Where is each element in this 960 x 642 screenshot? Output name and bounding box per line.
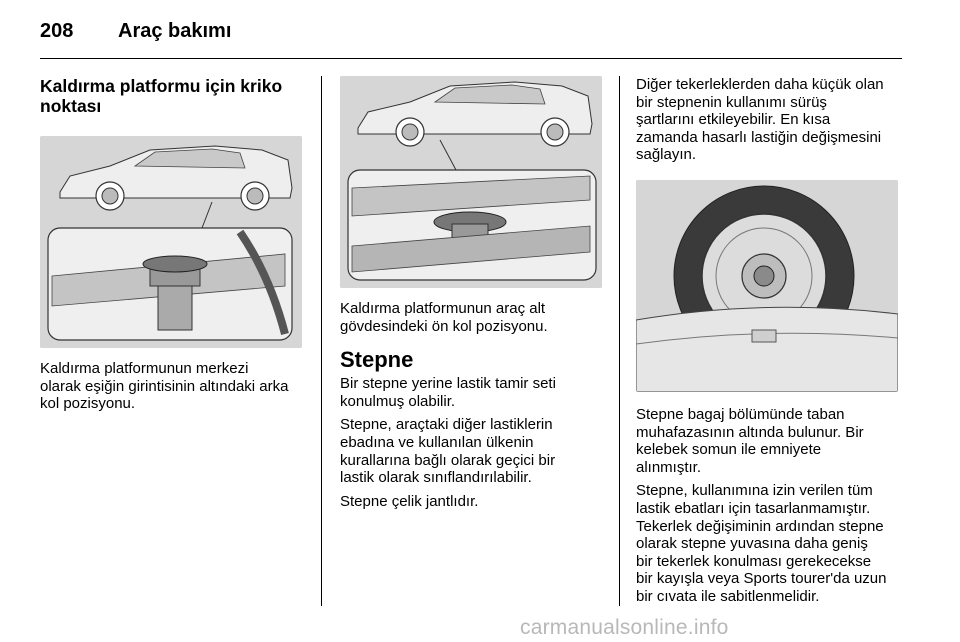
page-title: Araç bakımı [118, 20, 232, 42]
watermark: carmanualsonline.info [520, 616, 729, 639]
column-divider-1 [321, 76, 322, 606]
rear-lift-point-illustration [40, 136, 302, 348]
header-rule [40, 58, 902, 59]
caption-front-lift-point: Kaldırma platformunun araç alt gövdesindeki ön kol pozisyonu. [340, 300, 548, 335]
paragraph-steel-rim: Stepne çelik jantlıdır. [340, 492, 479, 510]
caption-rear-lift-point: Kaldırma platformunun merkezi olarak eşiğin girintisinin altındaki arka kol pozisyonu. [40, 360, 289, 413]
column-divider-2 [619, 76, 620, 606]
paragraph-temporary-tyre: Stepne, araçtaki diğer lastiklerin ebadına ve kullanılan ülkenin kurallarına bağlı olarak geçici bir lastik olarak sınıflandırılabilir. [340, 416, 556, 487]
section-heading-spare-wheel: Stepne [340, 347, 414, 373]
spare-wheel-illustration [636, 180, 898, 392]
front-lift-point-illustration [340, 76, 602, 288]
page-header [40, 8, 902, 56]
column-3 [636, 76, 902, 606]
paragraph-spare-location: Stepne bagaj bölümünde taban muhafazasının altında bulunur. Bir kelebek somun ile emniyete alınmıştır. [636, 405, 864, 476]
section-heading-jack-point: Kaldırma platformu için kriko noktası [40, 76, 283, 116]
column-2 [340, 76, 602, 510]
column-1 [40, 76, 306, 413]
paragraph-spare-sizes: Stepne, kullanımına izin verilen tüm lastik ebatları için tasarlanmamıştır. Tekerlek değişiminin ardından stepne olarak stepne yuvasına daha geniş bir tekerlek konulması gerekecekse bir kayışla veya Sports tourer'da uzun bir cıvata ile sabitlenmelidir. [636, 482, 887, 605]
paragraph-smaller-spare: Diğer tekerleklerden daha küçük olan bir stepnenin kullanımı sürüş şartlarını etkileyebilir. En kısa zamanda hasarlı lastiğin değişmesini sağlayın. [636, 76, 884, 164]
page-number: 208 [40, 20, 74, 42]
paragraph-repair-kit: Bir stepne yerine lastik tamir seti konulmuş olabilir. [340, 375, 556, 410]
